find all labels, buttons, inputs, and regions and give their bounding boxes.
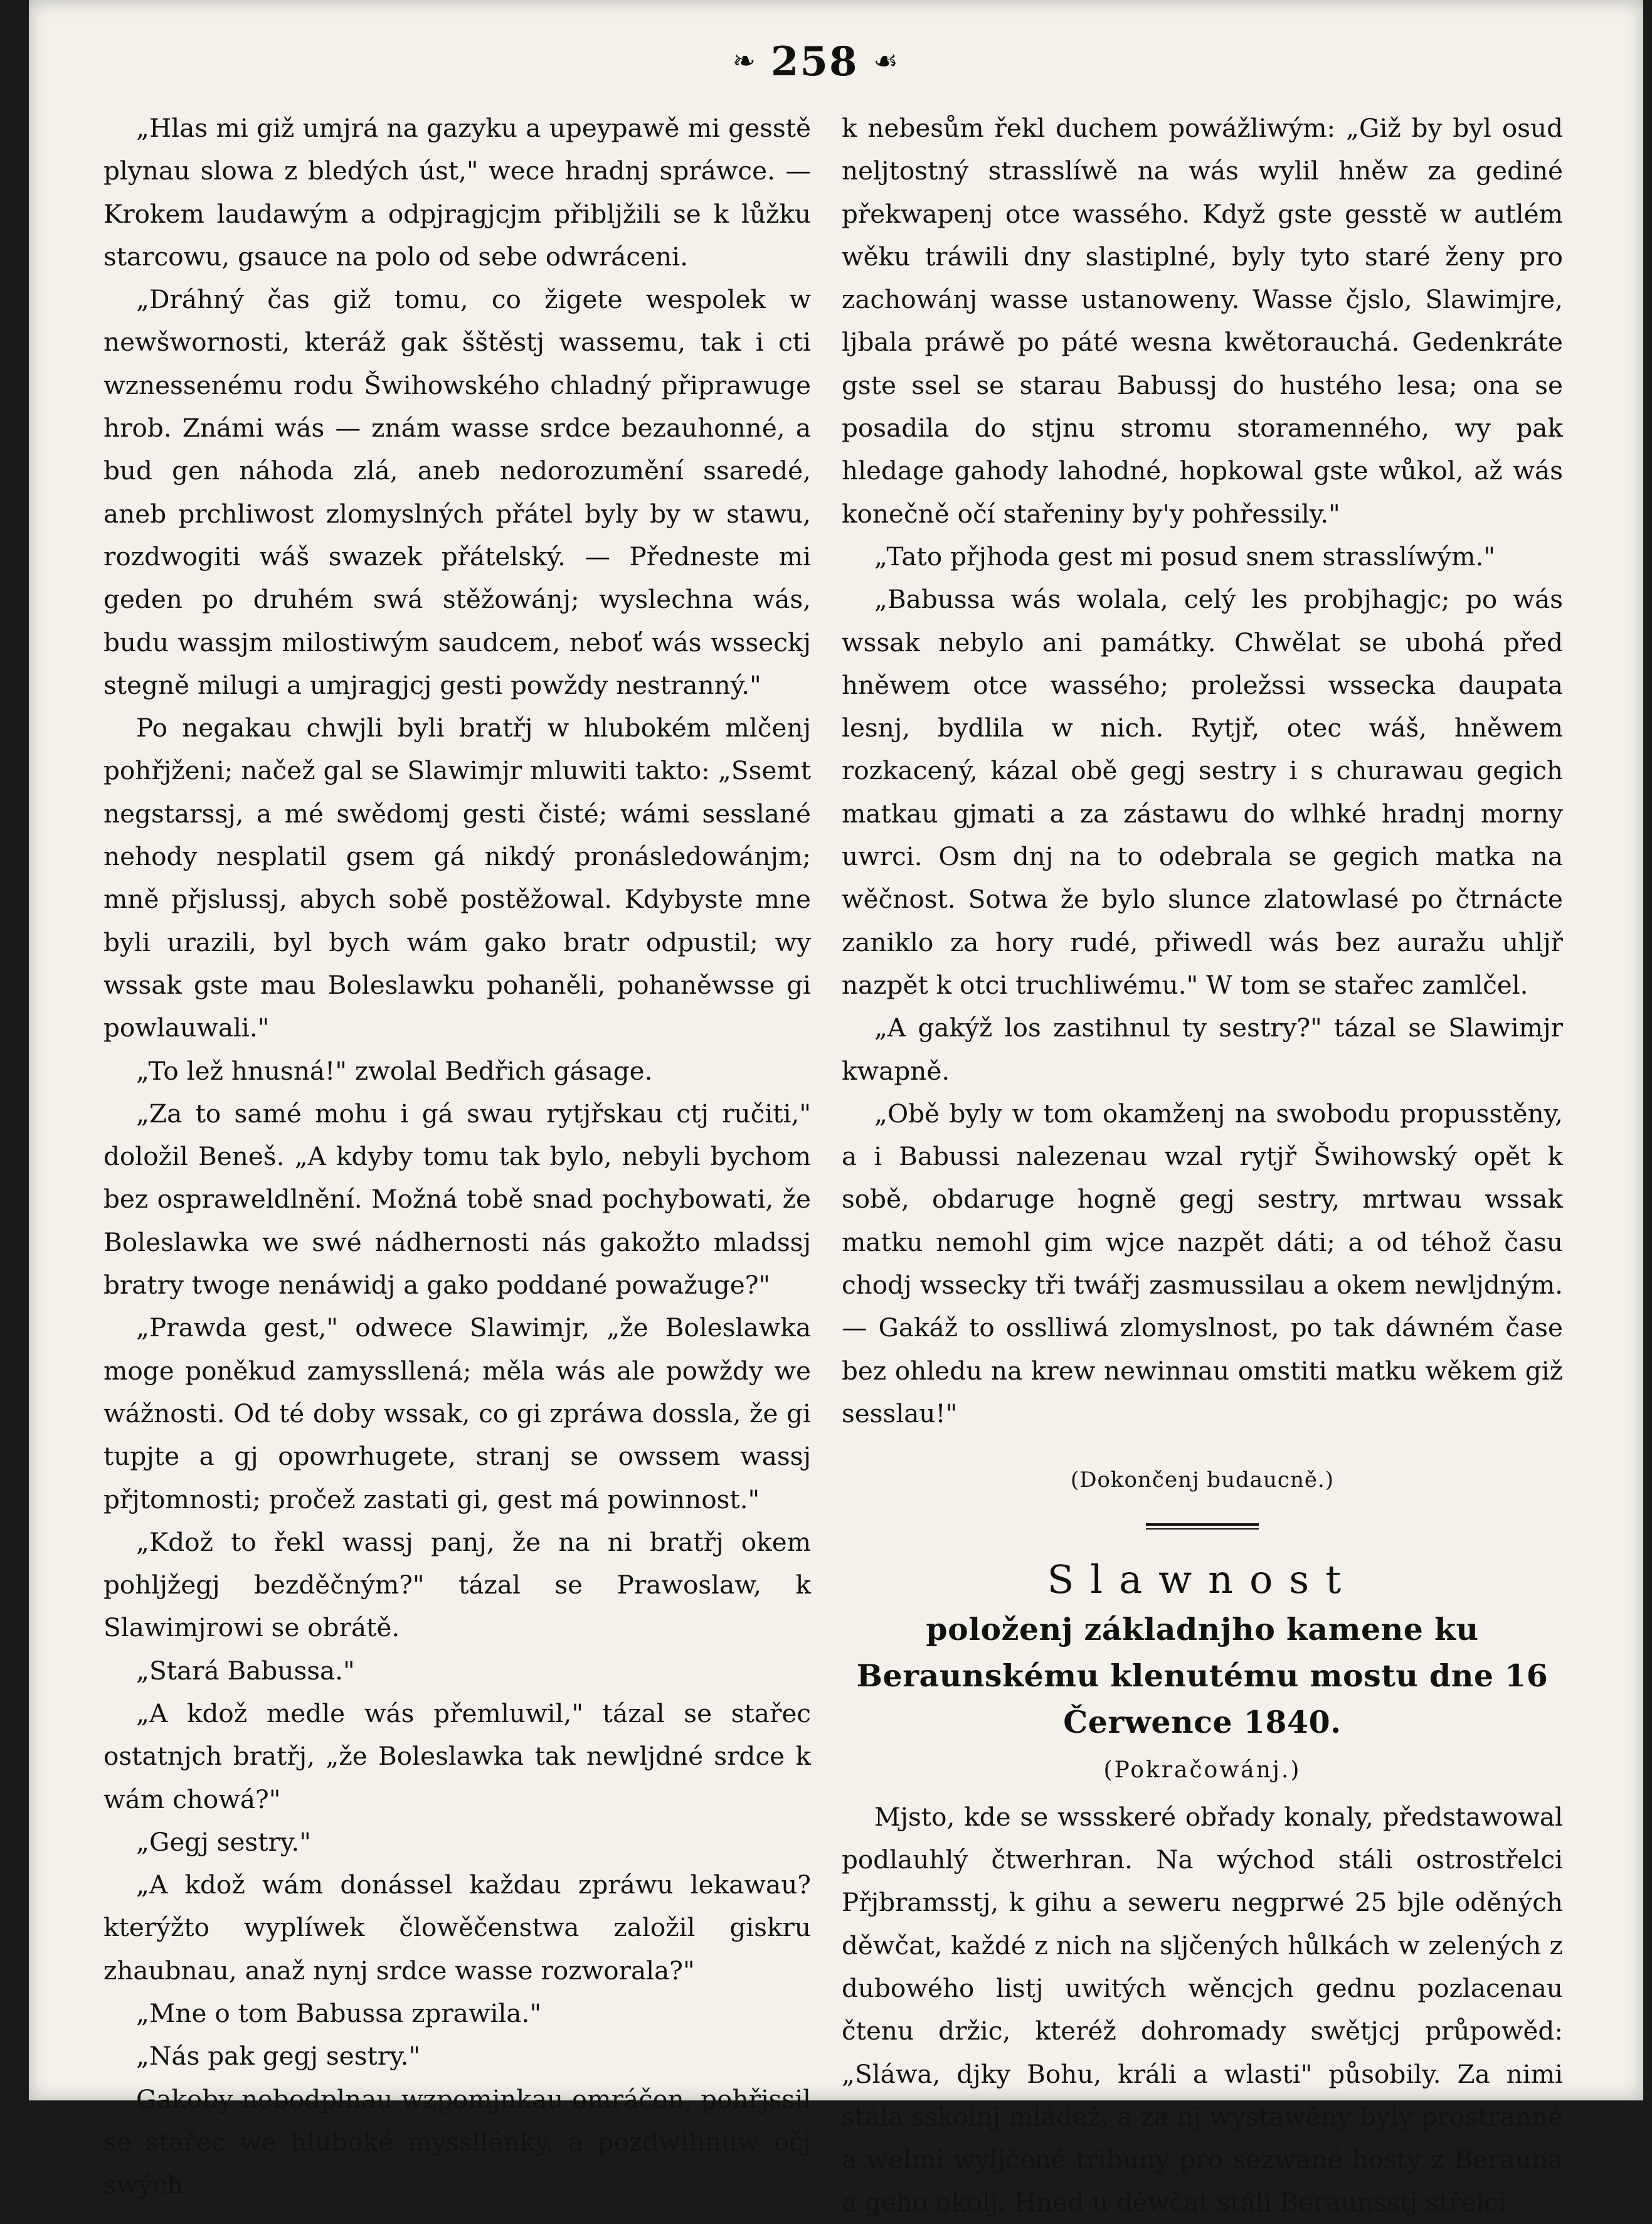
article-title: Slawnost: [1047, 1556, 1358, 1602]
right-ornament-icon: ☙: [873, 45, 898, 77]
left-ornament-icon: ❧: [733, 45, 756, 77]
left-paragraph: „Mne o tom Babussa zprawila.": [136, 1998, 542, 2029]
left-paragraph: „Prawda gest," odwece Slawimjr, „že Boleslawka moge poněkud zamyssllená; měla wás ale powždy we wážnosti. Od té doby wssak, co gi zpráwa dossla, že gi tupjte a gj opowrhugete, stranj se owssem wassj přjtomnosti; pročež zastati gi, gest má powinnost.": [103, 1312, 811, 1514]
left-paragraph: „Dráhný čas giž tomu, co žigete wespolek w newšwornosti, kteráž gak šštěstj wassemu, tak i cti wznessenému rodu Šwihowského chladný připrawuge hrob. Známi wás — znám wasse srdce bezauhonné, a bud gen náhoda zlá, aneb nedorozumění ssaredé, aneb prchliwost zlomyslných přátel byly by w stawu, rozdwogiti wáš swazek přátelský. — Předneste mi geden po druhém swá stěžowánj; wyslechna wás, budu wassjm milostiwým saudcem, neboť wás wsseckj stegně milugi a umjragjcj gesti powždy nestranný.": [103, 284, 811, 700]
left-paragraph: „A kdož medle wás přemluwil," tázal se stařec ostatnjch bratřj, „že Boleslawka tak newljdné srdce k wám chowá?": [103, 1698, 811, 1814]
page-number: 258: [770, 38, 859, 85]
page-header: [709, 36, 922, 87]
right-paragraph: „Babussa wás wolala, celý les probjhagjc; po wás wssak nebylo ani památky. Chwělat se ubohá před hněwem otce wassého; proležssi wssecka daupata lesnj, bydlila w nich. Rytjř, otec wáš, hněwem rozkacený, kázal obě gegj sestry i s churawau gegich matkau gjmati a za zástawu do wlhké hradnj morny uwrci. Osm dnj na to odebrala se gegich matka na wěčnost. Sotwa že bylo slunce zlatowlasé po čtrnácte zaniklo za hory rudé, přiwedl wás bez auražu uhljř nazpět k otci truchliwému." W tom se stařec zamlčel.: [842, 584, 1563, 1000]
left-paragraph: „Nás pak gegj sestry.": [136, 2041, 421, 2072]
section-separator: [1146, 1523, 1259, 1530]
left-paragraph: „Gegj sestry.": [136, 1826, 311, 1857]
left-paragraph: „Kdož to řekl wassj panj, že na ni bratřj okem pohljžegj bezděčným?" tázal se Prawoslaw, k Slawimjrowi se obrátě.: [103, 1526, 811, 1643]
to-be-continued-note: (Dokončenj budaucně.): [1070, 1467, 1335, 1493]
left-paragraph: „A kdož wám donássel každau zpráwu lekawau? kterýžto wyplíwek člowěčenstwa založil giskru zhaubnau, anaž nynj srdce wasse rozworala?": [103, 1870, 811, 1986]
left-column: [103, 107, 811, 2206]
article-paragraph: Mjsto, kde se wssskeré obřady konaly, předstawowal podlauhlý čtwerhran. Na wýchod stáli ostrostřelci Přjbramsstj, k gihu a seweru negprwé 25 bjle oděných děwčat, každé z nich na sljčených hůlkách w zelených z dubowého listj uwitých wěncjch gednu pozlacenau čtenu držic, kteréž dohromady swětjcj průpowěd: „Sláwa, djky Bohu, králi a wlasti" působily. Za nimi stála sskolnj mládež, a za nj wystawěny byly prostranné a welmi wyljčené tribuny pro sezwané hosty z Berauna a geho okolj. Hned u děwčat stáli Beraunsstj střelci: [842, 1801, 1563, 2218]
right-paragraph: „A gakýž los zastihnul ty sestry?" tázal se Slawimjr kwapně.: [842, 1013, 1563, 1086]
left-paragraph: „Za to samé mohu i gá swau rytjřskau ctj ručiti," doložil Beneš. „A kdyby tomu tak bylo, nebyli bychom bez ospraweldlnění. Možná tobě snad pochybowati, že Boleslawka we swé nádhernosti nás gakožto mladssj bratry twoge nenáwidj a gako poddané powažuge?": [103, 1098, 811, 1301]
left-paragraph: „To lež hnusná!" zwolal Bedřich gásage.: [136, 1055, 653, 1086]
left-paragraph: Po negakau chwjli byli bratřj w hlubokém mlčenj pohřjženi; načež gal se Slawimjr mluwiti takto: „Ssemt negstarssj, a mé swědomj gesti čisté; wámi sesslané nehody nesplatil gsem gá nikdý pronásledowánjm; mně přjslussj, abych sobě postěžowal. Kdybyste mne byli urazili, byl bych wám gako bratr odpustil; wy wssak gste mau Boleslawku pohaněli, pohaněwsse gi powlauwali.": [103, 713, 811, 1043]
article-continuation-note: (Pokračowánj.): [1103, 1757, 1301, 1783]
left-paragraph: „Stará Babussa.": [136, 1655, 355, 1686]
right-column: [842, 107, 1563, 2224]
left-paragraph: Gakoby nebodplnau wzpomjnkau omráčen, pohřjssil se stařec we hluboké myssllénky, a pozdwihnuw očj swých: [103, 2083, 811, 2200]
right-paragraph: k nebesům řekl duchem powážliwým: „Giž by byl osud neljtostný strasslíwě na wás wylil hněw za gediné překwapenj otce wassého. Když gste gesstě w autlém wěku tráwili dny slastiplné, byly tyto staré ženy pro zachowánj wasse ustanoweny. Wasse čjslo, Slawimjre, ljbala práwě po páté wesna kwětorauchá. Gedenkráte gste ssel se starau Babussj do hustého lesa; ona se posadila do stjnu stromu storamenného, wy pak hledage gahody lahodné, hopkowal gste wůkol, až wás konečně očí stařeniny by'y pohřessily.": [842, 113, 1563, 529]
left-paragraph: „Hlas mi giž umjrá na gazyku a upeypawě mi gesstě plynau slowa z bledých úst," wece hradnj spráwce. — Krokem laudawým a odpjragjcjm přibljžili se k lůžku starcowu, gsauce na polo od sebe odwráceni.: [103, 113, 811, 272]
right-paragraph: „Tato přjhoda gest mi posud snem strasslíwým.": [874, 541, 1495, 572]
right-paragraph: „Obě byly w tom okamženj na swobodu propusstěny, a i Babussi nalezenau wzal rytjř Šwihowský opět k sobě, obdaruge hogně gegj sestry, mrtwau wssak matku nemohl gim wjce nazpět dáti; a od téhož času chodj wssecky tři twářj zasmussilau a okem newljdným. — Gakáž to osslliwá zlomyslnost, po tak dáwném čase bez ohledu na krew newinnau omstiti matku wěkem giž sesslau!": [842, 1098, 1563, 1429]
article-subtitle: položenj základnjho kamene ku Beraunskému klenutému mostu dne 16 Čerwence 1840.: [856, 1610, 1549, 1740]
